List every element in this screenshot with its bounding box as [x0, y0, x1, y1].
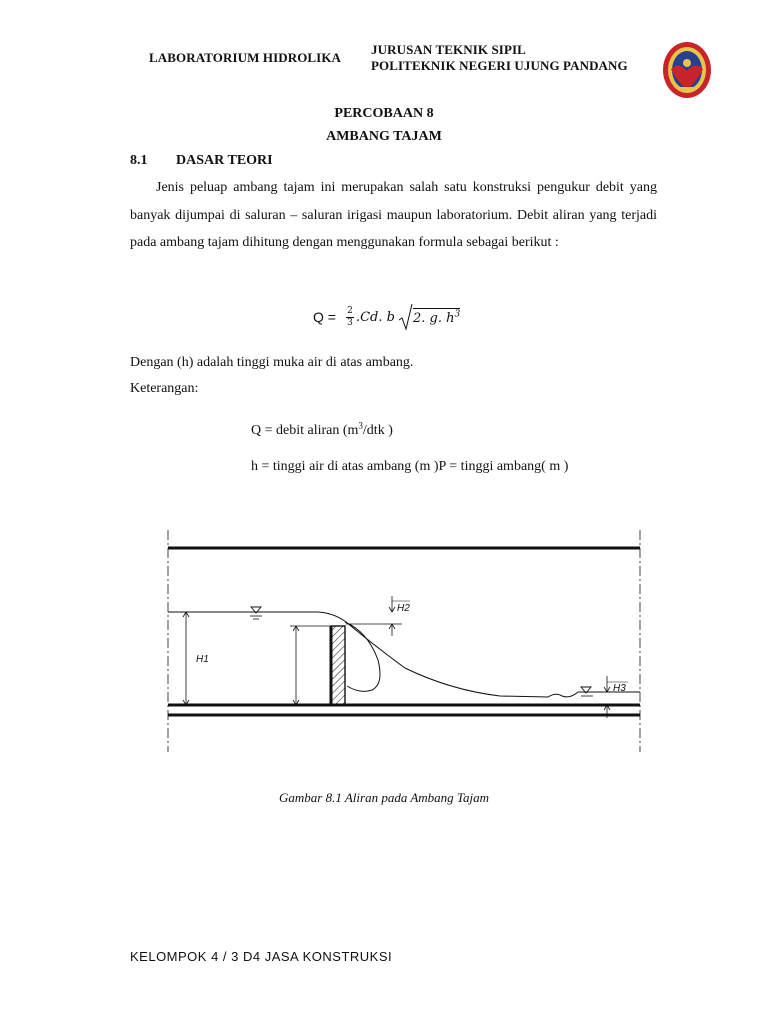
- page-footer: KELOMPOK 4 / 3 D4 JASA KONSTRUKSI: [130, 949, 393, 964]
- fraction-numerator: 2: [347, 305, 353, 316]
- formula-lhs: Q =: [313, 309, 336, 325]
- formula-middle: .Cd. b: [355, 309, 395, 325]
- sharp-crested-weir: [331, 626, 345, 705]
- water-surface-profile: [168, 612, 640, 697]
- institution-logo: [662, 41, 712, 99]
- height-definition: Dengan (h) adalah tinggi muka air di atas ambang.: [130, 355, 414, 370]
- fraction-denominator: 3: [347, 317, 353, 328]
- legend-height: h = tinggi air di atas ambang (m )P = tinggi ambang( m ): [251, 459, 569, 474]
- legend-discharge: [251, 420, 393, 439]
- h1-label: H1: [196, 654, 209, 665]
- h3-label: H3: [613, 683, 626, 694]
- weir-flow-diagram: [0, 520, 768, 760]
- department-name: JURUSAN TEKNIK SIPIL: [371, 42, 526, 57]
- legend-discharge-exponent: 3: [358, 420, 363, 431]
- h2-label: H2: [397, 603, 410, 614]
- theory-paragraph: Jenis peluap ambang tajam ini merupakan salah satu konstruksi pengukur debit yang banyak dijumpai di saluran – saluran irigasi maupun laboratorium. Debit aliran yang terjadi pada ambang tajam dihitung dengan menggunakan formula sebagai berikut :: [130, 180, 657, 250]
- figure-caption: Gambar 8.1 Aliran pada Ambang Tajam: [279, 790, 489, 805]
- keterangan-label: Keterangan:: [130, 381, 199, 396]
- experiment-title: AMBANG TAJAM: [326, 129, 442, 144]
- section-title: DASAR TEORI: [176, 153, 273, 168]
- discharge-formula: [313, 297, 460, 337]
- formula-fraction: [346, 306, 354, 329]
- radicand-text: 2. g. h: [412, 310, 455, 326]
- lab-name: LABORATORIUM HIDROLIKA: [149, 50, 342, 65]
- radicand-exponent: 3: [454, 309, 461, 320]
- square-root-icon: [399, 303, 413, 331]
- formula-radicand: [413, 308, 460, 326]
- experiment-number: PERCOBAAN 8: [334, 106, 434, 121]
- institution-name: POLITEKNIK NEGERI UJUNG PANDANG: [371, 58, 628, 73]
- legend-discharge-text: Q = debit aliran (m: [251, 423, 359, 438]
- legend-discharge-unit: /dtk ): [362, 423, 393, 438]
- section-number: 8.1: [130, 153, 148, 168]
- nappe-lower-profile: [345, 622, 380, 691]
